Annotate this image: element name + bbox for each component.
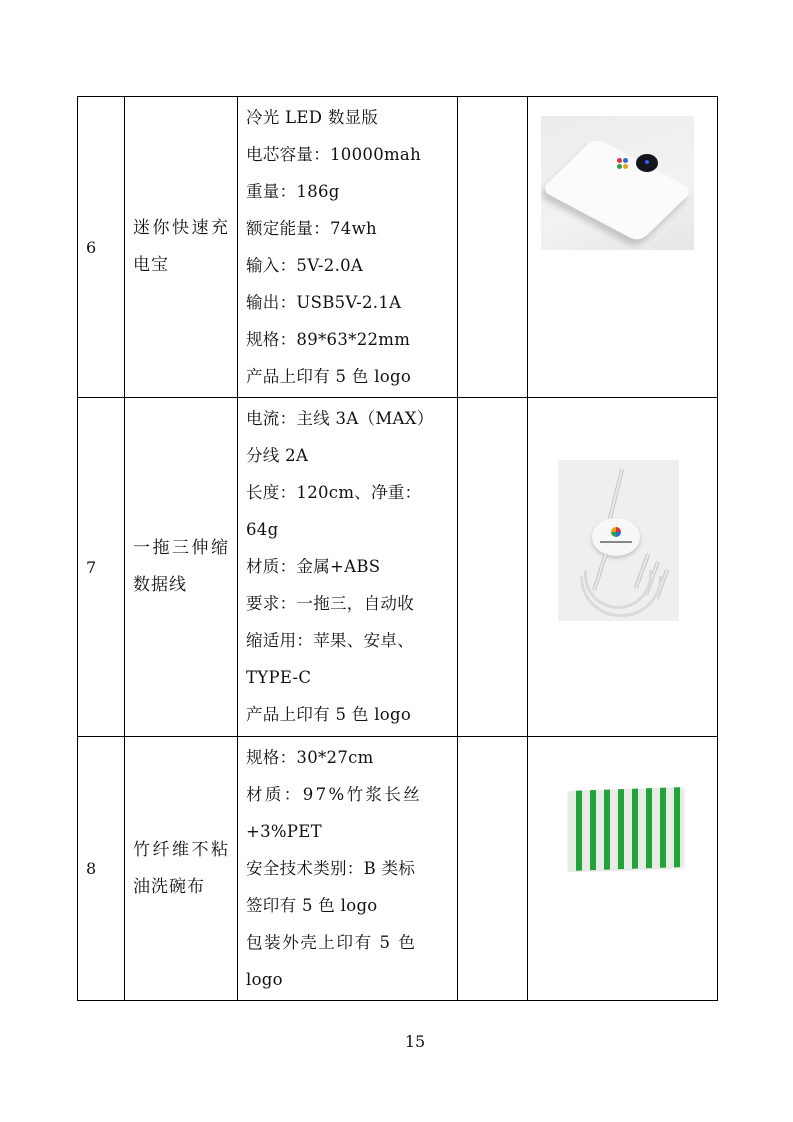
dish-cloth-image: [552, 782, 690, 872]
spec-line: +3%PET: [246, 822, 322, 841]
spec-line: 重量：186g: [246, 182, 340, 201]
spec-line: TYPE-C: [246, 668, 312, 687]
item-image-cell: [528, 737, 718, 1001]
item-quantity: [458, 737, 528, 1001]
spec-line: 分线 2A: [246, 446, 309, 465]
item-quantity: [458, 398, 528, 737]
item-number: 6: [78, 97, 125, 398]
spec-line: 规格：89*63*22mm: [246, 330, 411, 349]
spec-line: 电芯容量：10000mah: [246, 145, 421, 164]
item-quantity: [458, 97, 528, 398]
spec-line: 要求：一拖三，自动收: [246, 594, 414, 613]
spec-line: logo: [246, 970, 283, 989]
page-number: 15: [404, 1032, 426, 1051]
spec-line: 产品上印有 5 色 logo: [246, 705, 412, 724]
spec-line: 安全技术类别：B 类标: [246, 859, 416, 878]
spec-line: 输入：5V-2.0A: [246, 256, 364, 275]
spec-line: 输出：USB5V-2.1A: [246, 293, 402, 312]
spec-line: 材质：97%竹浆长丝: [246, 785, 423, 804]
cable-reel-icon: [592, 518, 640, 556]
spec-line: 64g: [246, 520, 279, 539]
spec-line: 额定能量：74wh: [246, 219, 377, 238]
item-name: 竹纤维不粘油洗碗布: [125, 737, 238, 1001]
spec-line: 产品上印有 5 色 logo: [246, 367, 412, 386]
spec-line: 冷光 LED 数显版: [246, 108, 379, 127]
item-specs: [238, 398, 458, 737]
item-specs: [238, 97, 458, 398]
spec-line: 材质：金属+ABS: [246, 557, 381, 576]
item-image-cell: [528, 97, 718, 398]
charging-cable-image: [558, 460, 679, 621]
item-name: 一拖三伸缩数据线: [125, 398, 238, 737]
table-row: [78, 97, 718, 398]
table-row: [78, 398, 718, 737]
spec-line: 电流：主线 3A（MAX）: [246, 409, 434, 428]
spec-line: 规格：30*27cm: [246, 748, 374, 767]
led-display-icon: [636, 154, 658, 172]
product-spec-table: [77, 96, 718, 1001]
logo-icon: [617, 158, 629, 170]
item-number: 7: [78, 398, 125, 737]
power-bank-image: [541, 116, 694, 250]
spec-line: 长度：120cm、净重：: [246, 483, 422, 502]
spec-line: 缩适用：苹果、安卓、: [246, 631, 414, 650]
spec-line: 包装外壳上印有 5 色: [246, 933, 417, 952]
table-row: [78, 737, 718, 1001]
item-name: 迷你快速充电宝: [125, 97, 238, 398]
item-image-cell: [528, 398, 718, 737]
item-specs: [238, 737, 458, 1001]
spec-line: 签印有 5 色 logo: [246, 896, 378, 915]
item-number: 8: [78, 737, 125, 1001]
